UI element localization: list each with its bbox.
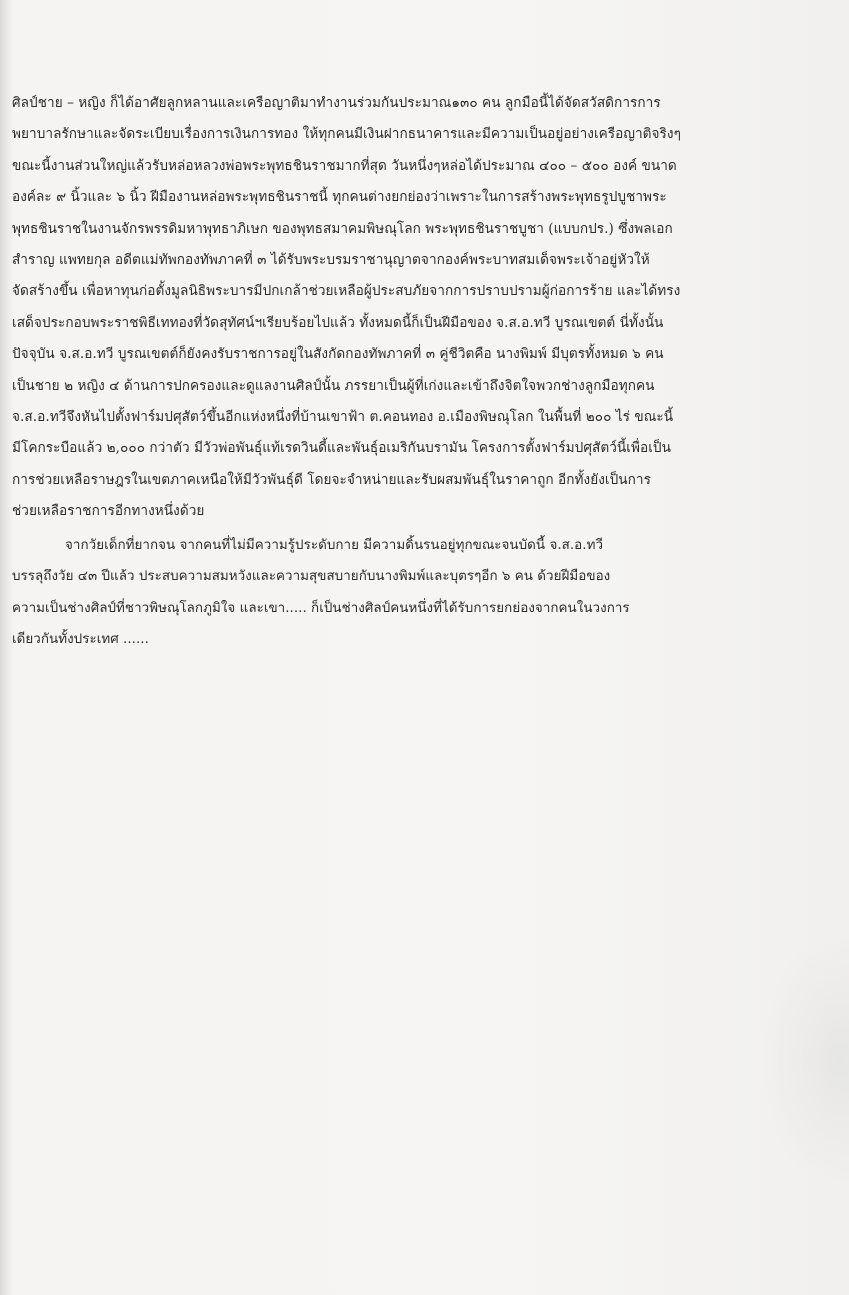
text-line: การช่วยเหลือราษฎรในเขตภาคเหนือให้มีวัวพันธุ์ดี โดยจะจำหน่ายและรับผสมพันธุ์ในราคาถูก อีกทั้งยังเป็นการ bbox=[12, 471, 651, 488]
text-line: เสด็จประกอบพระราชพิธีเททองที่วัดสุทัศน์ฯเรียบร้อยไปแล้ว ทั้งหมดนี้ก็เป็นฝีมือของ จ.ส.อ.ทวี บูรณเขตต์ นี่ทั้งนั้น bbox=[12, 314, 664, 331]
text-line: เป็นชาย ๒ หญิง ๔ ด้านการปกครองและดูแลงานศิลป์นั้น ภรรยาเป็นผู้ที่เก่งและเข้าถึงจิตใจพวกช่างลูกมือทุกคน bbox=[12, 377, 655, 394]
text-line: พยาบาลรักษาและจัดระเบียบเรื่องการเงินการทอง ให้ทุกคนมีเงินฝากธนาคารและมีความเป็นอยู่อย่างเครือญาติจริงๆ bbox=[12, 126, 681, 143]
text-line: มีโคกระบือแล้ว ๒,๐๐๐ กว่าตัว มีวัวพ่อพันธุ์แท้เรดวินดี้และพันธุ์อเมริกันบรามัน โครงการตั้งฟาร์มปศุสัตว์นี้เพื่อเป็น bbox=[12, 440, 671, 457]
text-line: บรรลุถึงวัย ๔๓ ปีแล้ว ประสบความสมหวังและความสุขสบายกับนางพิมพ์และบุตรๆอีก ๖ คน ด้วยฝีมือของ bbox=[12, 569, 611, 585]
text-line: ปัจจุบัน จ.ส.อ.ทวี บูรณเขตต์ก็ยังคงรับราชการอยู่ในสังกัดกองทัพภาคที่ ๓ คู่ชีวิตคือ นางพิมพ์ มีบุตรทั้งหมด ๖ คน bbox=[12, 346, 664, 363]
text-line: ศิลป์ชาย – หญิง ก็ได้อาศัยลูกหลานและเครือญาติมาทำงานร่วมกันประมาณ๑๓๐ คน ลูกมือนี้ได้จัดสวัสดิการการ bbox=[12, 95, 661, 111]
paragraph-1 bbox=[12, 88, 842, 528]
text-line: ช่วยเหลือราชการอีกทางหนึ่งด้วย bbox=[12, 503, 205, 520]
body-text bbox=[12, 88, 842, 656]
text-line: องค์ละ ๙ นิ้วและ ๖ นิ้ว ฝีมืองานหล่อพระพุทธชินราชนี้ ทุกคนต่างยกย่องว่าเพราะในการสร้างพระพุทธรูปบูชาพระ bbox=[12, 189, 667, 206]
paragraph-2 bbox=[12, 530, 842, 656]
text-line: จ.ส.อ.ทวีจึงหันไปตั้งฟาร์มปศุสัตว์ขึ้นอีกแห่งหนึ่งที่บ้านเขาฟ้า ต.คอนทอง อ.เมืองพิษณุโลก ในพื้นที่ ๒๐๐ ไร่ ขณะนี้ bbox=[12, 409, 674, 426]
page-bleed-shadow bbox=[759, 930, 849, 1190]
text-line: ขณะนี้งานส่วนใหญ่แล้วรับหล่อหลวงพ่อพระพุทธชินราชมากที่สุด วันหนึ่งๆหล่อได้ประมาณ ๔๐๐ – ๕๐๐ องค์ ขนาด bbox=[12, 157, 677, 174]
text-line: จัดสร้างขึ้น เพื่อหาทุนก่อตั้งมูลนิธิพระบารมีปกเกล้าช่วยเหลือผู้ประสบภัยจากการปราบปรามผู้ก่อการร้าย และได้ทรง bbox=[12, 283, 681, 300]
text-line: พุทธชินราชในงานจักรพรรดิมหาพุทธาภิเษก ของพุทธสมาคมพิษณุโลก พระพุทธชินราชบูชา (แบบกปร.) ซึ่งพลเอก bbox=[12, 220, 673, 237]
text-line: สำราญ แพทยกุล อดีตแม่ทัพกองทัพภาคที่ ๓ ได้รับพระบรมราชานุญาตจากองค์พระบาทสมเด็จพระเจ้าอยู่หัวให้ bbox=[12, 252, 650, 269]
text-line: จากวัยเด็กที่ยากจน จากคนที่ไม่มีความรู้ประดับกาย มีความดิ้นรนอยู่ทุกขณะจนบัดนี้ จ.ส.อ.ทวี bbox=[65, 537, 604, 553]
text-line: เดียวกันทั้งประเทศ ...... bbox=[12, 632, 149, 648]
text-line: ความเป็นช่างศิลป์ที่ชาวพิษณุโลกภูมิใจ และเขา..... ก็เป็นช่างศิลป์คนหนึ่งที่ได้รับการยกย่องจากคนในวงการ bbox=[12, 600, 630, 616]
